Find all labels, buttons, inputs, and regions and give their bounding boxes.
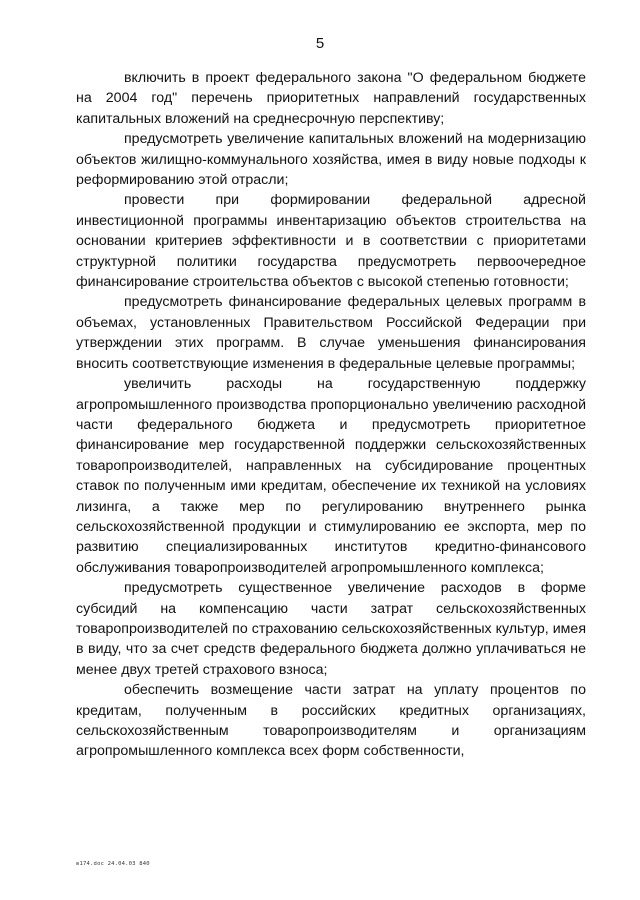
paragraph-housing-modernization: предусмотреть увеличение капитальных вложений на модернизацию объектов жилищно-коммунального хозяйства, имея в виду новые подходы к реформированию этой отрасли; [76,131,586,189]
footer-file-code: в174.doc 24.04.03 840 [76,861,150,867]
paragraph-investment-program: провести при формировании федеральной адресной инвестиционной программы инвентаризацию объектов строительства на основании критериев эффективности и в соответствии с приоритетами структурной политики государства предусмотреть первоочередное финансирование строительства объектов с высокой степенью готовности; [76,192,586,291]
paragraph-interest-compensation: обеспечить возмещение части затрат на уплату процентов по кредитам, полученным в российских кредитных организациях, сельскохозяйственным товаропроизводителям и организациям агропромышленного комплекса всех форм собственности, [76,682,586,760]
document-body [76,68,586,762]
paragraph-agro-support: увеличить расходы на государственную поддержку агропромышленного производства пропорционально увеличению расходной части федерального бюджета и предусмотреть приоритетное финансирование мер государственной поддержки сельскохозяйственных товаропроизводителей, направленных на субсидирование процентных ставок по полученным ими кредитам, обеспечение их техникой на условиях лизинга, а также мер по регулированию внутреннего рынка сельскохозяйственной продукции и стимулированию ее экспорта, мер по развитию специализированных институтов кредитно-финансового обслуживания товаропроизводителей агропромышленного комплекса; [76,376,586,576]
paragraph-insurance-subsidies: предусмотреть существенное увеличение расходов в форме субсидий на компенсацию части затрат сельскохозяйственных товаропроизводителей по страхованию сельскохозяйственных культур, имея в виду, что за счет средств федерального бюджета должно уплачиваться не менее двух третей страхового взноса; [76,580,586,678]
paragraph-target-programs: предусмотреть финансирование федеральных целевых программ в объемах, установленных Правительством Российской Федерации при утверждении этих программ. В случае уменьшения финансирования вносить соответствующие изменения в федеральные целевые программы; [76,294,586,372]
page-number: 5 [315,35,325,52]
paragraph-federal-budget-law: включить в проект федерального закона "О федеральном бюджете на 2004 год" перечень приоритетных направлений государственных капитальных вложений на среднесрочную перспективу; [76,70,586,127]
